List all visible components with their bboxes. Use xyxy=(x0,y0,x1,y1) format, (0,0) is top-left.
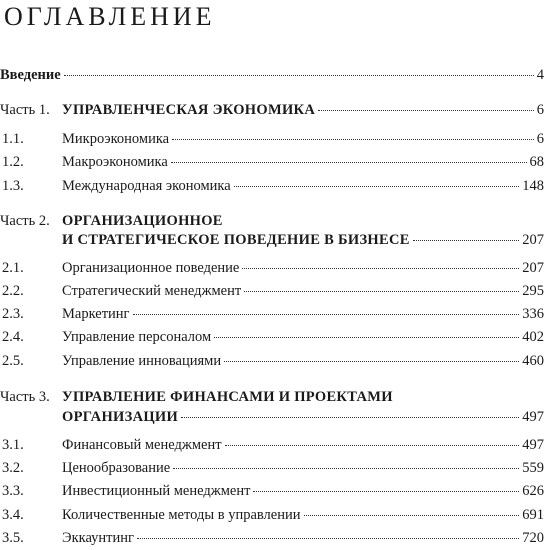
chapter-page: 460 xyxy=(522,353,544,369)
chapter-page: 6 xyxy=(536,131,544,147)
chapter-number: 3.2. xyxy=(2,460,24,476)
chapter-title: Ценообразование xyxy=(62,460,171,476)
chapter-number: 3.4. xyxy=(2,507,24,523)
dot-leader xyxy=(242,267,519,269)
chapter-title: Микроэкономика xyxy=(62,131,170,147)
dot-leader xyxy=(225,444,520,446)
toc-part-2[interactable] xyxy=(0,231,544,249)
chapter-title: Международная экономика xyxy=(62,178,231,194)
toc-part-3-line1[interactable] xyxy=(0,388,544,406)
toc-chapter-2-3[interactable] xyxy=(0,305,544,323)
toc-chapter-2-4[interactable] xyxy=(0,328,544,346)
toc-part-2-line1[interactable] xyxy=(0,212,544,230)
dot-leader xyxy=(64,74,534,76)
part-number: Часть 3. xyxy=(0,389,50,405)
dot-leader xyxy=(173,467,519,469)
dot-leader xyxy=(137,537,519,539)
chapter-number: 2.1. xyxy=(2,260,24,276)
chapter-number: 1.2. xyxy=(2,154,24,170)
chapter-title: Инвестиционный менеджмент xyxy=(62,483,251,499)
dot-leader xyxy=(234,185,520,187)
dot-leader xyxy=(253,490,519,492)
toc-entry-intro[interactable] xyxy=(0,66,544,84)
dot-leader xyxy=(244,290,519,292)
chapter-title: Организационное поведение xyxy=(62,260,240,276)
chapter-number: 3.3. xyxy=(2,483,24,499)
dot-leader xyxy=(181,416,519,418)
toc-part-1[interactable] xyxy=(0,101,544,119)
dot-leader xyxy=(172,138,534,140)
dot-leader xyxy=(214,336,519,338)
dot-leader xyxy=(171,161,527,163)
part-page: 6 xyxy=(536,102,544,118)
chapter-number: 3.1. xyxy=(2,437,24,453)
chapter-page: 402 xyxy=(522,329,544,345)
dot-leader xyxy=(413,239,520,241)
chapter-title: Маркетинг xyxy=(62,306,130,322)
toc-chapter-1-2[interactable] xyxy=(0,153,544,171)
chapter-title: Количественные методы в управлении xyxy=(62,507,301,523)
dot-leader xyxy=(318,109,534,111)
chapter-title: Управление персоналом xyxy=(62,329,212,345)
page-title: ОГЛАВЛЕНИЕ xyxy=(4,2,216,31)
toc-chapter-3-4[interactable] xyxy=(0,506,544,524)
toc-chapter-2-2[interactable] xyxy=(0,282,544,300)
toc-entry-page: 4 xyxy=(536,67,544,83)
chapter-page: 68 xyxy=(529,154,544,170)
chapter-page: 295 xyxy=(522,283,544,299)
chapter-number: 2.4. xyxy=(2,329,24,345)
chapter-number: 1.1. xyxy=(2,131,24,147)
toc-chapter-1-1[interactable] xyxy=(0,130,544,148)
chapter-number: 2.3. xyxy=(2,306,24,322)
chapter-page: 207 xyxy=(522,260,544,276)
chapter-page: 336 xyxy=(522,306,544,322)
chapter-number: 1.3. xyxy=(2,178,24,194)
chapter-title: Стратегический менеджмент xyxy=(62,283,242,299)
chapter-title: Макроэкономика xyxy=(62,154,168,170)
toc-chapter-3-2[interactable] xyxy=(0,459,544,477)
part-title-line1: УПРАВЛЕНИЕ ФИНАНСАМИ И ПРОЕКТАМИ xyxy=(62,389,393,405)
part-title-line1: ОРГАНИЗАЦИОННОЕ xyxy=(62,213,223,229)
chapter-page: 720 xyxy=(522,530,544,546)
chapter-page: 626 xyxy=(522,483,544,499)
dot-leader xyxy=(224,360,519,362)
toc-part-3[interactable] xyxy=(0,408,544,426)
toc-entry-title: Введение xyxy=(0,67,61,83)
dot-leader xyxy=(304,514,520,516)
dot-leader xyxy=(133,313,520,315)
chapter-number: 2.2. xyxy=(2,283,24,299)
toc-chapter-1-3[interactable] xyxy=(0,177,544,195)
part-number: Часть 2. xyxy=(0,213,50,229)
chapter-title: Управление инновациями xyxy=(62,353,222,369)
chapter-page: 497 xyxy=(522,437,544,453)
chapter-page: 148 xyxy=(522,178,544,194)
toc-chapter-2-1[interactable] xyxy=(0,259,544,277)
part-title: УПРАВЛЕНЧЕСКАЯ ЭКОНОМИКА xyxy=(62,102,316,118)
toc-chapter-3-5[interactable] xyxy=(0,529,544,547)
part-title: И СТРАТЕГИЧЕСКОЕ ПОВЕДЕНИЕ В БИЗНЕСЕ xyxy=(62,232,410,248)
chapter-page: 559 xyxy=(522,460,544,476)
chapter-page: 691 xyxy=(522,507,544,523)
toc-chapter-3-1[interactable] xyxy=(0,436,544,454)
part-number: Часть 1. xyxy=(0,102,50,118)
chapter-title: Эккаунтинг xyxy=(62,530,134,546)
chapter-number: 3.5. xyxy=(2,530,24,546)
part-page: 497 xyxy=(522,409,544,425)
toc-chapter-3-3[interactable] xyxy=(0,482,544,500)
chapter-title: Финансовый менеджмент xyxy=(62,437,222,453)
toc-chapter-2-5[interactable] xyxy=(0,352,544,370)
part-page: 207 xyxy=(522,232,544,248)
chapter-number: 2.5. xyxy=(2,353,24,369)
part-title: ОРГАНИЗАЦИИ xyxy=(62,409,179,425)
